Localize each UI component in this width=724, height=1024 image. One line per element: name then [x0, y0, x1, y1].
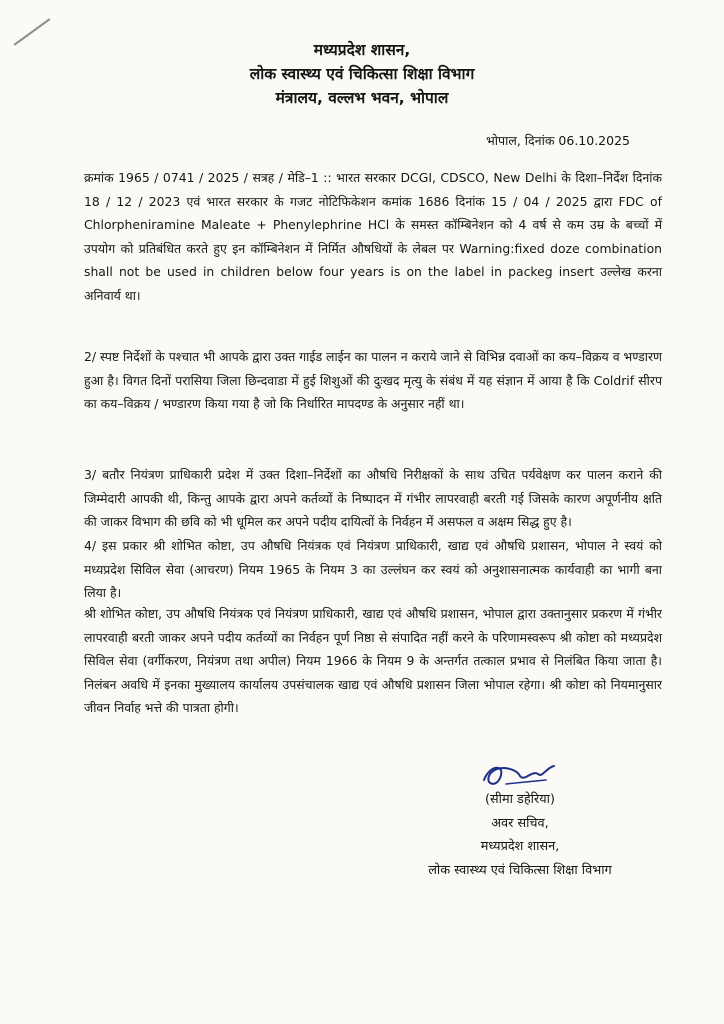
paragraph-3-text: 3/ बतौर नियंत्रण प्राधिकारी प्रदेश में उक्त दिशा–निर्देशों का औषधि निरीक्षकों के साथ उचित पर्यवेक्षण कर पालन कराने की जिम्मेदारी आपकी थी, किन्तु आपके द्वारा अपने कर्तव्यों के निष्पादन में गंभीर लापरवाही बरती गई जिसके कारण अपूर्णनीय क्षति की जाकर विभाग की छवि को भी धूमिल कर अपने पदीय दायित्वों के निर्वहन में असफल व अक्षम सिद्ध हुए है।	[84, 467, 662, 530]
paragraph-5	[84, 602, 662, 720]
paragraph-1-text: क्रमांक 1965 / 0741 / 2025 / सत्रह / मेडि–1 :: भारत सरकार DCGI, CDSCO, New Delhi के दिशा–निर्देश दिनांक 18 / 12 / 2023 एवं भारत सरकार के गजट नोटिफिकेशन कमांक 1686 दिनांक 15 / 04 / 2025 द्वारा FDC of Chlorpheniramine Maleate + Phenylephrine HCl के समस्त कॉम्बिनेशन को 4 वर्ष से कम उम्र के बच्चों में उपयोग को प्रतिबंधित करते हुए इन कॉम्बिनेशन में निर्मित औषधियों के लेबल पर Warning:fixed doze combination shall not be used in children below four years is on the label in packeg insert उल्लेख करना अनिवार्य था।	[84, 170, 662, 303]
paragraph-4	[84, 534, 662, 605]
header-line-3: मंत्रालय, वल्लभ भवन, भोपाल	[275, 89, 449, 107]
header-line-2: लोक स्वास्थ्य एवं चिकित्सा शिक्षा विभाग	[249, 65, 475, 83]
header-line-1: मध्यप्रदेश शासन,	[313, 41, 411, 59]
paragraph-5-text: श्री शोभित कोष्टा, उप औषधि नियंत्रक एवं नियंत्रण प्राधिकारी, खाद्य एवं औषधि प्रशासन, भोपाल द्वारा उक्तानुसार प्रकरण में गंभीर लापरवाही बरती जाकर अपने पदीय कर्तव्यों का निर्वहन पूर्ण निष्ठा से संपादित नहीं करने के परिणामस्वरूप श्री कोष्टा को मध्यप्रदेश सिविल सेवा (वर्गीकरण, नियंत्रण तथा अपील) नियम 1966 के नियम 9 के अन्तर्गत तत्काल प्रभाव से निलंबित किया जाता है। निलंबन अवधि में इनका मुख्यालय कार्यालय उपसंचालक खाद्य एवं औषधि प्रशासन जिला भोपाल रहेगा। श्री कोष्टा को नियमानुसार जीवन निर्वाह भत्ते की पात्रता होगी।	[84, 606, 662, 716]
signatory-designation: अवर सचिव,	[491, 815, 549, 831]
paragraph-4-text: 4/ इस प्रकार श्री शोभित कोष्टा, उप औषधि नियंत्रक एवं नियंत्रण प्राधिकारी, खाद्य एवं औषधि प्रशासन, भोपाल ने स्वयं को मध्यप्रदेश सिविल सेवा (आचरण) नियम 1965 के नियम 3 का उल्लंघन कर स्वयं को अनुशासनात्मक कार्यवाही का भागी बना लिया है।	[84, 538, 662, 601]
signatory-org-2: लोक स्वास्थ्य एवं चिकित्सा शिक्षा विभाग	[428, 862, 612, 878]
signatory-name: (सीमा डहेरिया)	[485, 792, 555, 807]
date-line: भोपाल, दिनांक 06.10.2025	[486, 133, 630, 148]
paragraph-2-text: 2/ स्पष्ट निर्देशों के पश्चात भी आपके द्वारा उक्त गाईड लाईन का पालन न कराये जाने से विभिन्न दवाओं का कय–विक्रय व भण्डारण हुआ है। विगत दिनों परासिया जिला छिन्दवाडा में हुई शिशुओं की दुःखद मृत्यु के संबंध में यह संज्ञान में आया है कि Coldrif सीरप का कय–विक्रय / भण्डारण किया गया है जो कि निर्धारित मापदण्ड के अनुसार नहीं था।	[84, 349, 662, 412]
signatory-org-1: मध्यप्रदेश शासन,	[480, 839, 560, 855]
paragraph-1	[84, 166, 662, 308]
letterhead	[0, 38, 724, 110]
paragraph-2	[84, 345, 662, 416]
signature-drawing	[476, 758, 566, 794]
paragraph-3	[84, 463, 662, 534]
signature-block	[380, 760, 660, 882]
